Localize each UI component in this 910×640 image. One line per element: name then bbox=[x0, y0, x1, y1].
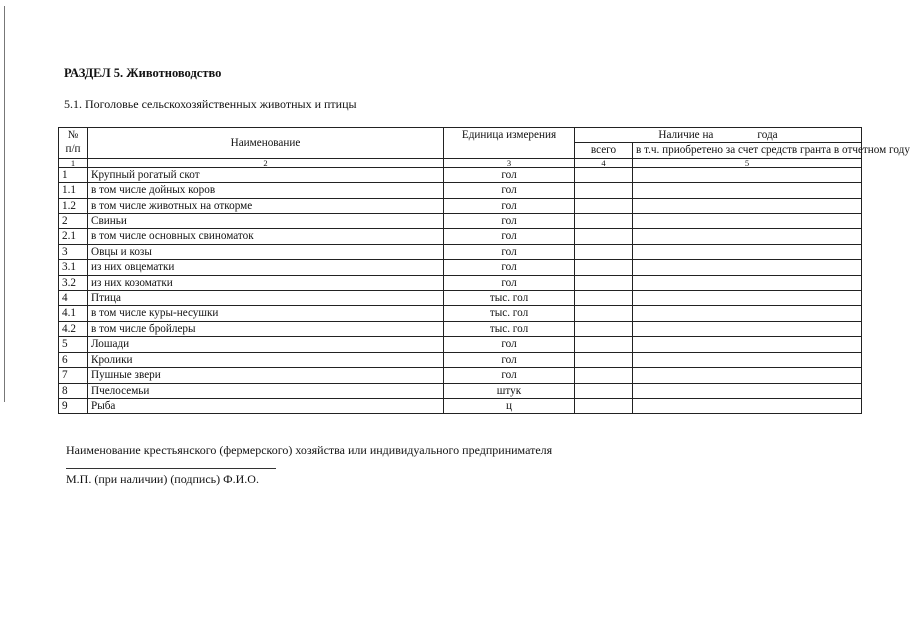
row-number: 7 bbox=[59, 368, 88, 383]
table-row bbox=[59, 275, 862, 290]
row-unit: гол bbox=[444, 275, 575, 290]
row-grant-cell[interactable] bbox=[633, 260, 862, 275]
row-number: 2.1 bbox=[59, 229, 88, 244]
column-number: 3 bbox=[444, 158, 575, 167]
table-header-row bbox=[59, 128, 862, 143]
row-name: из них козоматки bbox=[88, 275, 444, 290]
row-name: в том числе животных на откорме bbox=[88, 198, 444, 213]
row-number: 3 bbox=[59, 244, 88, 259]
row-grant-cell[interactable] bbox=[633, 337, 862, 352]
header-name: Наименование bbox=[88, 128, 444, 159]
table-row bbox=[59, 167, 862, 182]
row-total-cell[interactable] bbox=[575, 306, 633, 321]
row-unit: гол bbox=[444, 167, 575, 182]
table-row bbox=[59, 183, 862, 198]
row-unit: гол bbox=[444, 229, 575, 244]
row-total-cell[interactable] bbox=[575, 183, 633, 198]
column-number-row bbox=[59, 158, 862, 167]
row-total-cell[interactable] bbox=[575, 244, 633, 259]
table-row bbox=[59, 321, 862, 336]
column-number: 4 bbox=[575, 158, 633, 167]
row-grant-cell[interactable] bbox=[633, 229, 862, 244]
column-number: 5 bbox=[633, 158, 862, 167]
table-row bbox=[59, 368, 862, 383]
row-number: 4.2 bbox=[59, 321, 88, 336]
row-unit: тыс. гол bbox=[444, 306, 575, 321]
row-total-cell[interactable] bbox=[575, 260, 633, 275]
row-total-cell[interactable] bbox=[575, 198, 633, 213]
row-number: 5 bbox=[59, 337, 88, 352]
row-number: 6 bbox=[59, 352, 88, 367]
row-number: 9 bbox=[59, 398, 88, 413]
table-row bbox=[59, 244, 862, 259]
row-unit: гол bbox=[444, 198, 575, 213]
subsection-title: 5.1. Поголовье сельскохозяйственных животных и птицы bbox=[64, 97, 357, 111]
livestock-table bbox=[58, 127, 910, 414]
row-unit: ц bbox=[444, 398, 575, 413]
row-number: 3.2 bbox=[59, 275, 88, 290]
row-unit: гол bbox=[444, 337, 575, 352]
row-unit: гол bbox=[444, 244, 575, 259]
signature-caption: М.П. (при наличии) (подпись) Ф.И.О. bbox=[66, 472, 259, 486]
farm-name-label: Наименование крестьянского (фермерского) хозяйства или индивидуального предпринимателя bbox=[66, 443, 553, 457]
table-row bbox=[59, 260, 862, 275]
row-grant-cell[interactable] bbox=[633, 291, 862, 306]
table-row bbox=[59, 306, 862, 321]
row-name: Овцы и козы bbox=[88, 244, 444, 259]
row-name: Рыба bbox=[88, 398, 444, 413]
header-number-line1: № bbox=[67, 129, 79, 141]
table-row bbox=[59, 198, 862, 213]
row-total-cell[interactable] bbox=[575, 214, 633, 229]
row-unit: штук bbox=[444, 383, 575, 398]
row-name: Крупный рогатый скот bbox=[88, 167, 444, 182]
row-unit: гол bbox=[444, 352, 575, 367]
table-row bbox=[59, 291, 862, 306]
header-availability-prefix: Наличие на bbox=[658, 129, 714, 141]
table-row bbox=[59, 398, 862, 413]
row-grant-cell[interactable] bbox=[633, 352, 862, 367]
row-number: 8 bbox=[59, 383, 88, 398]
row-name: Пчелосемьи bbox=[88, 383, 444, 398]
row-number: 2 bbox=[59, 214, 88, 229]
row-grant-cell[interactable] bbox=[633, 321, 862, 336]
row-name: Птица bbox=[88, 291, 444, 306]
column-number: 2 bbox=[88, 158, 444, 167]
row-total-cell[interactable] bbox=[575, 167, 633, 182]
row-name: в том числе куры-несушки bbox=[88, 306, 444, 321]
row-grant-cell[interactable] bbox=[633, 368, 862, 383]
column-number: 1 bbox=[59, 158, 88, 167]
row-unit: гол bbox=[444, 183, 575, 198]
row-number: 4.1 bbox=[59, 306, 88, 321]
table-row bbox=[59, 214, 862, 229]
row-unit: гол bbox=[444, 214, 575, 229]
row-grant-cell[interactable] bbox=[633, 306, 862, 321]
row-grant-cell[interactable] bbox=[633, 244, 862, 259]
header-number bbox=[59, 128, 88, 159]
header-total: всего bbox=[575, 143, 633, 158]
table-row bbox=[59, 383, 862, 398]
header-number-line2: п/п bbox=[65, 143, 81, 156]
row-grant-cell[interactable] bbox=[633, 198, 862, 213]
row-total-cell[interactable] bbox=[575, 352, 633, 367]
row-total-cell[interactable] bbox=[575, 275, 633, 290]
row-unit: гол bbox=[444, 368, 575, 383]
row-grant-cell[interactable] bbox=[633, 183, 862, 198]
row-total-cell[interactable] bbox=[575, 337, 633, 352]
row-unit: тыс. гол bbox=[444, 291, 575, 306]
table-row bbox=[59, 337, 862, 352]
header-grant: в т.ч. приобретено за счет средств гранта в отчетном году bbox=[633, 143, 862, 158]
row-name: Кролики bbox=[88, 352, 444, 367]
row-name: из них овцематки bbox=[88, 260, 444, 275]
row-grant-cell[interactable] bbox=[633, 398, 862, 413]
row-number: 1.1 bbox=[59, 183, 88, 198]
row-number: 1.2 bbox=[59, 198, 88, 213]
row-grant-cell[interactable] bbox=[633, 275, 862, 290]
row-number: 3.1 bbox=[59, 260, 88, 275]
signature-line bbox=[66, 468, 276, 469]
row-total-cell[interactable] bbox=[575, 291, 633, 306]
row-grant-cell[interactable] bbox=[633, 214, 862, 229]
header-unit: Единица измерения bbox=[444, 128, 575, 159]
row-unit: гол bbox=[444, 260, 575, 275]
section-title: РАЗДЕЛ 5. Животноводство bbox=[64, 66, 222, 80]
row-name: в том числе бройлеры bbox=[88, 321, 444, 336]
row-unit: тыс. гол bbox=[444, 321, 575, 336]
row-total-cell[interactable] bbox=[575, 368, 633, 383]
page-margin-line bbox=[4, 6, 5, 402]
row-total-cell[interactable] bbox=[575, 398, 633, 413]
row-grant-cell[interactable] bbox=[633, 383, 862, 398]
table-row bbox=[59, 352, 862, 367]
row-name: Лошади bbox=[88, 337, 444, 352]
header-availability bbox=[575, 128, 862, 143]
row-total-cell[interactable] bbox=[575, 321, 633, 336]
header-availability-suffix: года bbox=[757, 129, 778, 141]
row-name: Свиньи bbox=[88, 214, 444, 229]
row-name: в том числе основных свиноматок bbox=[88, 229, 444, 244]
row-total-cell[interactable] bbox=[575, 229, 633, 244]
row-name: Пушные звери bbox=[88, 368, 444, 383]
row-total-cell[interactable] bbox=[575, 383, 633, 398]
row-grant-cell[interactable] bbox=[633, 167, 862, 182]
row-name: в том числе дойных коров bbox=[88, 183, 444, 198]
row-number: 4 bbox=[59, 291, 88, 306]
row-number: 1 bbox=[59, 167, 88, 182]
table-row bbox=[59, 229, 862, 244]
